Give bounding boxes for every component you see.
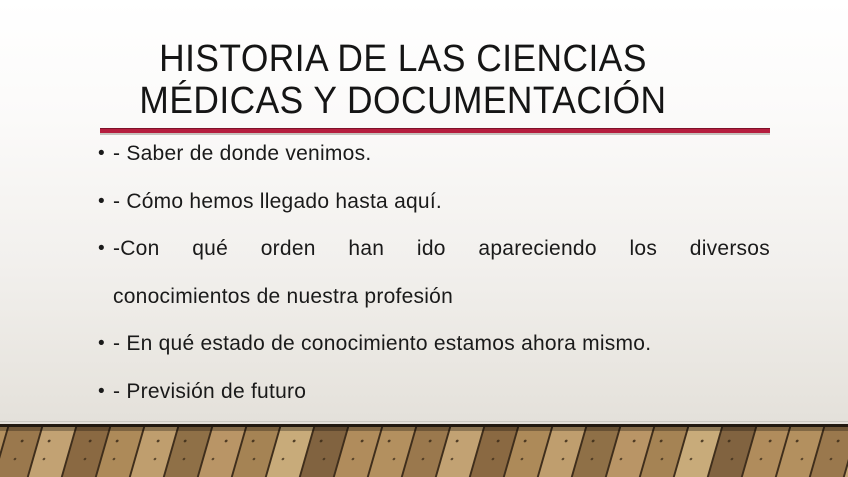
bullet-item-4: [98, 320, 770, 368]
slide-title: [33, 38, 773, 122]
bullet-text: - Previsión de futuro: [113, 379, 307, 403]
bullet-item-1: [98, 130, 770, 178]
wood-floor-image: [0, 424, 848, 477]
bullet-list: [98, 130, 770, 415]
slide-title-line2: MÉDICAS Y DOCUMENTACIÓN: [139, 80, 667, 122]
bullet-marker: •: [98, 380, 105, 402]
bullet-item-2: [98, 178, 770, 226]
bullet-text-justified-line: -Con qué orden han ido apareciendo los diversos: [113, 237, 770, 260]
bullet-marker: •: [98, 238, 105, 259]
wall-floor-divider-line: [0, 421, 848, 422]
bullet-text: - En qué estado de conocimiento estamos ahora mismo.: [113, 332, 652, 355]
bullet-marker: •: [98, 143, 105, 164]
bullet-item-5: [98, 368, 770, 416]
bullet-text: [113, 225, 770, 320]
slide-title-line1: HISTORIA DE LAS CIENCIAS: [159, 38, 647, 80]
bullet-marker: •: [98, 333, 105, 354]
bullet-item-3: [98, 225, 770, 320]
bullet-text-wrapped-line: conocimientos de nuestra profesión: [113, 284, 454, 308]
bullet-text: - Cómo hemos llegado hasta aquí.: [113, 189, 443, 213]
bullet-text: - Saber de donde venimos.: [113, 142, 372, 165]
wood-floor-svg: [0, 424, 848, 477]
bullet-marker: •: [98, 190, 105, 212]
